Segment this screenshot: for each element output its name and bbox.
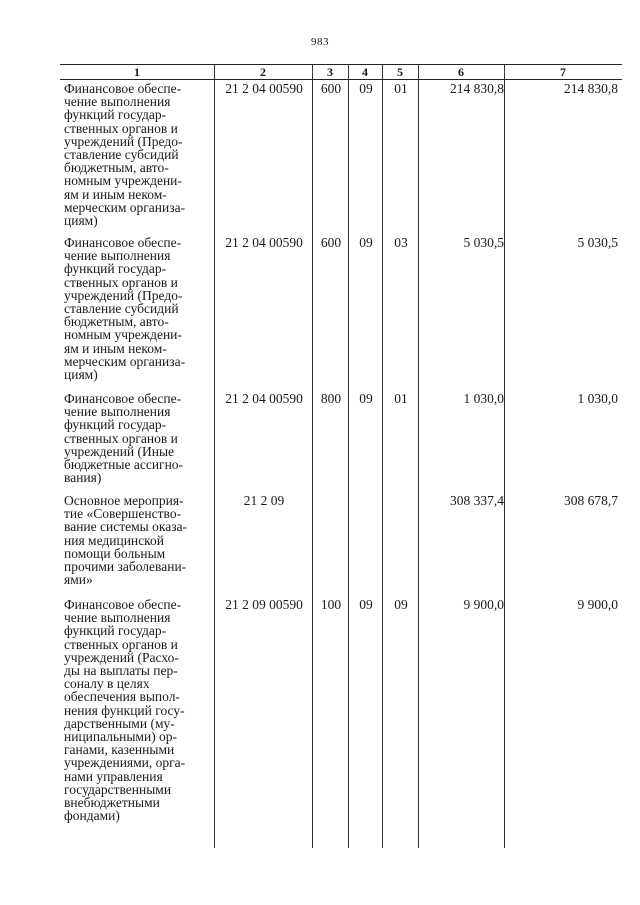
column-divider <box>348 64 349 848</box>
row-col-4: 09 <box>359 81 373 96</box>
column-divider <box>214 64 215 848</box>
row-description-text: Финансовое обеспе- чение выполнения функций государ- ственных органов и учреждений (Предо- ставление субсидий бюджетным, авто- номным учреждени- ям и иным неком- мерческим организа- циям) <box>64 235 186 383</box>
row-col-5: 01 <box>394 391 408 406</box>
row-description <box>64 236 214 381</box>
header-col-3: 3 <box>327 65 333 79</box>
header-col-7: 7 <box>560 65 566 79</box>
row-col-3: 600 <box>320 235 342 250</box>
row-description-text: Финансовое обеспе- чение выполнения функций государ- ственных органов и учреждений (Предо- ставление субсидий бюджетным, авто- номным учреждени- ям и иным неком- мерческим организа- циям) <box>64 81 186 229</box>
row-col-3: 800 <box>320 391 342 406</box>
header-col-5: 5 <box>397 65 403 79</box>
row-col-6: 308 337,4 <box>450 493 504 508</box>
column-divider <box>418 64 419 848</box>
table-header <box>60 64 622 80</box>
row-code: 21 2 04 00590 <box>225 391 303 406</box>
row-description <box>64 494 214 586</box>
row-col-5: 03 <box>394 235 408 250</box>
row-col-7: 9 900,0 <box>577 597 618 612</box>
row-col-5: 01 <box>394 81 408 96</box>
header-col-6: 6 <box>458 65 464 79</box>
row-description <box>64 598 214 822</box>
row-col-6: 214 830,8 <box>450 81 504 96</box>
header-col-4: 4 <box>362 65 368 79</box>
row-col-4: 09 <box>359 597 373 612</box>
header-col-1: 1 <box>134 65 140 79</box>
row-description-text: Финансовое обеспе- чение выполнения функций государ- ственных органов и учреждений (Расхо- ды на выплаты пер- соналу в целях обеспечения выпол- нения функций госу- дарственными (му- ниципальными) ор- ганами, казенными учреждениями, орга- нами управления государственными внебюджетными фондами) <box>64 597 186 824</box>
column-divider <box>382 64 383 848</box>
column-divider <box>312 64 313 848</box>
header-col-2: 2 <box>260 65 266 79</box>
row-col-4: 09 <box>359 391 373 406</box>
row-col-6: 1 030,0 <box>463 391 504 406</box>
row-description-text: Финансовое обеспе- чение выполнения функций государ- ственных органов и учреждений (Иные бюджетные ассигно- вания) <box>64 391 184 486</box>
row-code: 21 2 09 <box>243 493 285 508</box>
row-code: 21 2 04 00590 <box>225 235 303 250</box>
row-col-4: 09 <box>359 235 373 250</box>
row-col-3: 600 <box>320 81 342 96</box>
row-col-7: 308 678,7 <box>564 493 618 508</box>
row-code: 21 2 09 00590 <box>225 597 303 612</box>
row-col-7: 1 030,0 <box>577 391 618 406</box>
row-description-text: Основное мероприя- тие «Совершенство- вание системы оказа- ния медицинской помощи больным прочими заболевани- ями» <box>64 493 188 588</box>
budget-table <box>60 60 622 848</box>
page-number: 983 <box>311 36 329 48</box>
row-col-7: 214 830,8 <box>564 81 618 96</box>
row-col-6: 5 030,5 <box>463 235 504 250</box>
row-col-3: 100 <box>320 597 342 612</box>
row-description <box>64 82 214 227</box>
row-code: 21 2 04 00590 <box>225 81 303 96</box>
column-divider <box>504 64 505 848</box>
row-col-7: 5 030,5 <box>577 235 618 250</box>
row-col-6: 9 900,0 <box>463 597 504 612</box>
row-col-5: 09 <box>394 597 408 612</box>
row-description <box>64 392 214 484</box>
